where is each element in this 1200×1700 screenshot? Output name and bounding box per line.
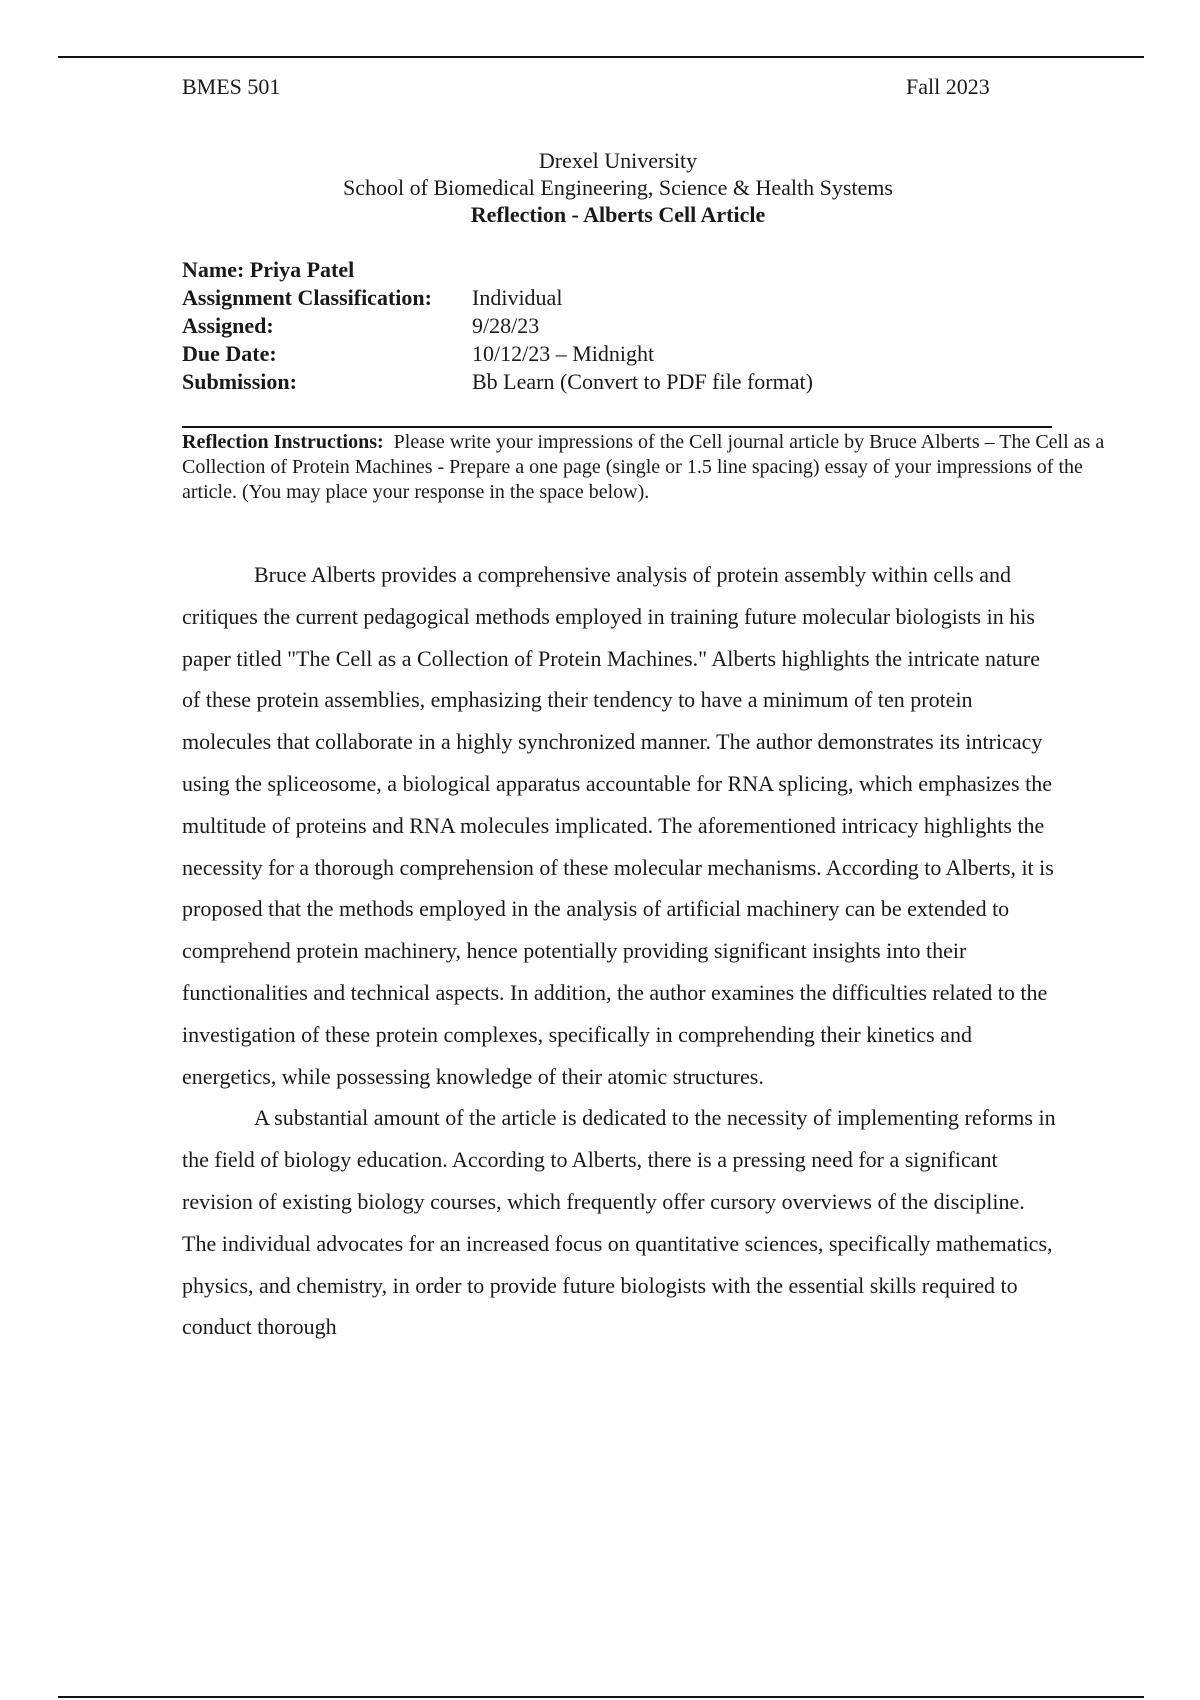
instructions-text: Please write your impressions of the Cell journal article by Bruce Alberts – The Cell as a Collection of Protein Machines - Prepare a one page (single or 1.5 line spacing) essay of your impressions of the article. (You may place your response in the space below). xyxy=(182,431,1105,503)
university-name: Drexel University xyxy=(538,148,698,173)
reflection-instructions xyxy=(182,430,1132,505)
info-row-submission xyxy=(182,368,813,396)
info-row-assigned xyxy=(182,312,813,340)
title-block xyxy=(182,147,1054,228)
info-label: Submission: xyxy=(182,369,297,394)
section-divider xyxy=(182,426,1052,428)
essay-paragraph: Bruce Alberts provides a comprehensive analysis of protein assembly within cells and critiques the current pedagogical methods employed in training future molecular biologists in his paper titled "The Cell as a Collection of Protein Machines." Alberts highlights the intricate nature of these protein assemblies, emphasizing their tendency to have a minimum of ten protein molecules that collaborate in a highly synchronized manner. The author demonstrates its intricacy using the spliceosome, a biological apparatus accountable for RNA splicing, which emphasizes the multitude of proteins and RNA molecules implicated. The aforementioned intricacy highlights the necessity for a thorough comprehension of these molecular mechanisms. According to Alberts, it is proposed that the methods employed in the analysis of artificial machinery can be extended to comprehend protein machinery, hence potentially providing significant insights into their functionalities and technical aspects. In addition, the author examines the difficulties related to the investigation of these protein complexes, specifically in comprehending their kinetics and energetics, while possessing knowledge of their atomic structures. xyxy=(182,562,1054,1089)
assignment-info xyxy=(182,256,813,396)
info-value: 9/28/23 xyxy=(472,313,540,338)
top-rule xyxy=(58,56,1144,58)
info-row-due-date xyxy=(182,340,813,368)
info-label: Due Date: xyxy=(182,341,277,366)
info-value: Bb Learn (Convert to PDF file format) xyxy=(472,369,813,394)
info-value: Individual xyxy=(472,285,563,310)
school-name: School of Biomedical Engineering, Science & Health Systems xyxy=(343,175,893,200)
info-row-classification xyxy=(182,284,813,312)
student-name: Name: Priya Patel xyxy=(182,257,355,282)
instructions-label: Reflection Instructions: xyxy=(182,431,384,453)
assignment-title: Reflection - Alberts Cell Article xyxy=(470,202,766,227)
essay-paragraph: A substantial amount of the article is dedicated to the necessity of implementing reforms in the field of biology education. According to Alberts, there is a pressing need for a significant revision of existing biology courses, which frequently offer cursory overviews of the discipline. The individual advocates for an increased focus on quantitative sciences, specifically mathematics, physics, and chemistry, in order to provide future biologists with the essential skills required to conduct thorough xyxy=(182,1105,1056,1340)
info-label: Assigned: xyxy=(182,313,274,338)
course-code: BMES 501 xyxy=(182,74,281,99)
info-name-row xyxy=(182,256,813,284)
bottom-rule xyxy=(58,1696,1144,1698)
essay-body xyxy=(182,554,1062,1348)
info-value: 10/12/23 – Midnight xyxy=(472,341,655,366)
term: Fall 2023 xyxy=(906,74,990,99)
info-label: Assignment Classification: xyxy=(182,285,432,310)
